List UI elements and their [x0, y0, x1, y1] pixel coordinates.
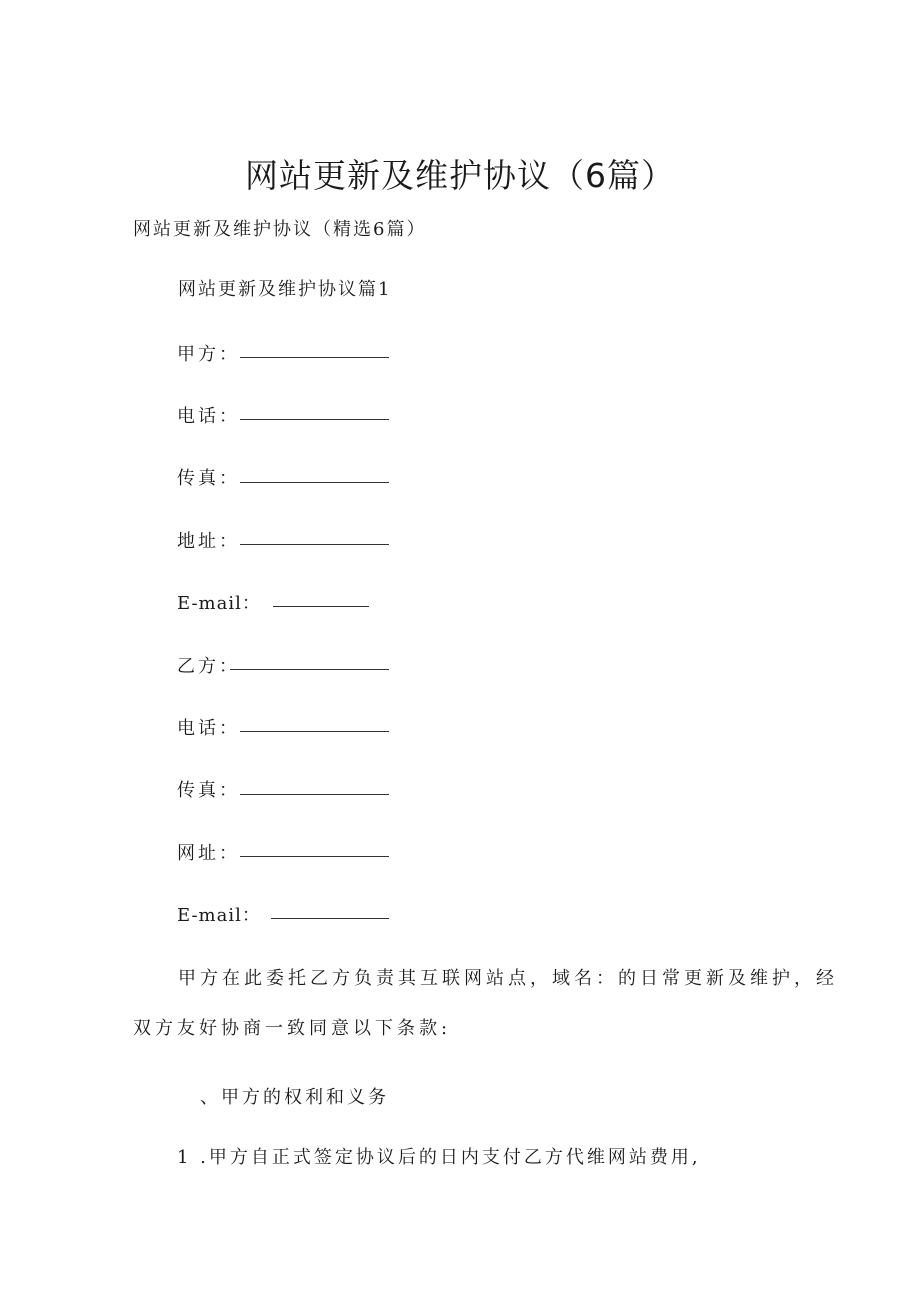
party-b-phone-blank	[240, 731, 389, 732]
document-title: 网站更新及维护协议（6篇）	[245, 156, 675, 195]
party-b-website-blank	[240, 856, 389, 857]
party-a-address-blank	[240, 544, 389, 545]
document-subtitle: 网站更新及维护协议（精选6篇）	[133, 219, 427, 240]
party-b-website-label: 网址：	[177, 843, 240, 864]
party-a-fax-label: 传真：	[177, 468, 240, 489]
party-a-phone-blank	[240, 419, 389, 420]
party-b-email-blank	[271, 918, 389, 919]
intro-paragraph-line-1: 甲方在此委托乙方负责其互联网站点，域名：的日常更新及维护，经	[178, 968, 838, 989]
party-b-fax-label: 传真：	[177, 780, 240, 801]
party-b-blank	[230, 669, 389, 670]
party-b-fax-blank	[240, 794, 389, 795]
party-b-fax-field	[177, 776, 240, 802]
party-a-phone-field	[177, 402, 240, 428]
party-b-label: 乙方：	[177, 656, 240, 677]
party-a-email-label: E-mail：	[177, 593, 261, 614]
party-b-website-field	[177, 839, 240, 865]
party-a-blank	[240, 357, 389, 358]
party-a-field	[177, 340, 240, 366]
party-a-address-label: 地址：	[177, 531, 240, 552]
party-b-field	[177, 652, 240, 678]
party-a-fax-blank	[240, 482, 389, 483]
party-b-email-field	[177, 901, 261, 927]
party-b-phone-label: 电话：	[177, 718, 240, 739]
party-a-email-blank	[273, 606, 369, 607]
intro-paragraph-line-2: 双方友好协商一致同意以下条款:	[133, 1018, 452, 1039]
party-a-email-field	[177, 589, 261, 615]
party-b-phone-field	[177, 714, 240, 740]
party-a-phone-label: 电话：	[177, 406, 240, 427]
party-b-email-label: E-mail：	[177, 905, 261, 926]
party-a-fax-field	[177, 464, 240, 490]
section-title: 、甲方的权利和义务	[200, 1087, 389, 1108]
clause-item-1: 1 .甲方自正式签定协议后的日内支付乙方代维网站费用,	[177, 1147, 701, 1168]
article-heading: 网站更新及维护协议篇1	[178, 279, 392, 300]
party-a-address-field	[177, 527, 240, 553]
party-a-label: 甲方：	[177, 344, 240, 365]
